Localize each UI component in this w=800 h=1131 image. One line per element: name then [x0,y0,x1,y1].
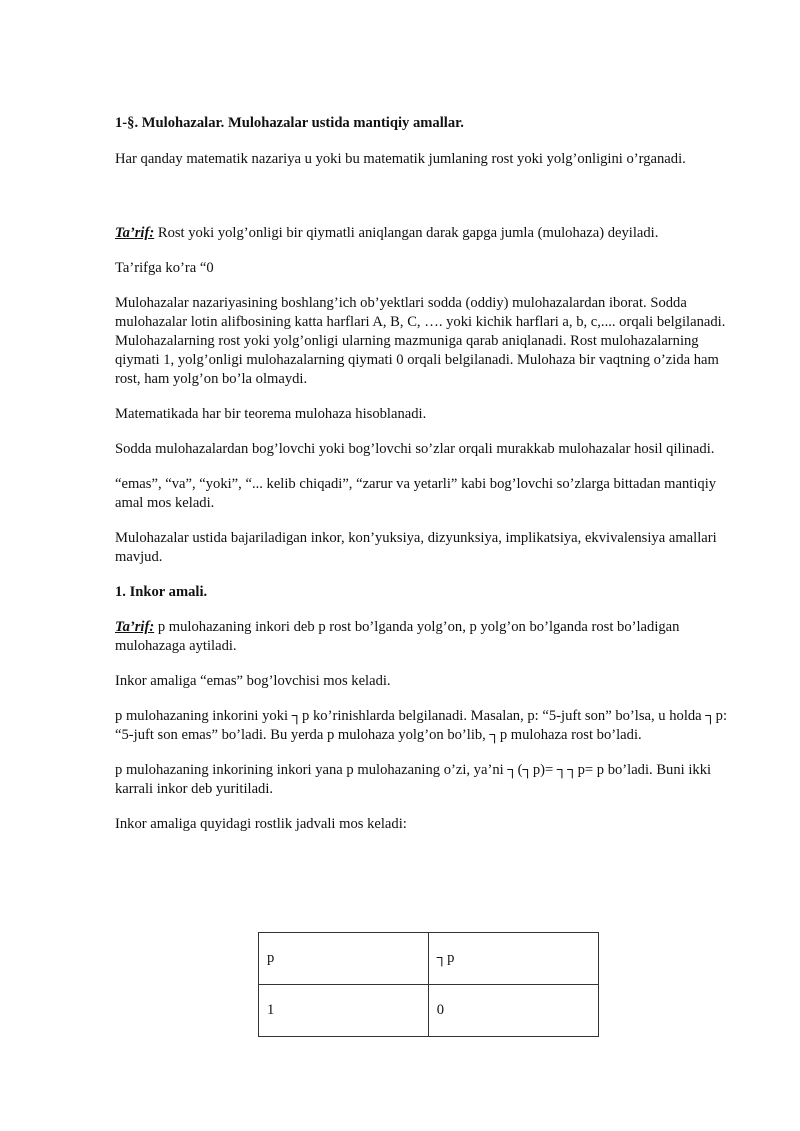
table-cell: p [259,933,429,985]
murakkab-paragraph: Sodda mulohazalardan bog’lovchi yoki bog’lovchi so’zlar orqali murakkab mulohazalar hosil qilinadi. [115,441,715,457]
table-cell: ┐p [428,933,598,985]
definition-term: Ta’rif: [115,619,155,635]
table-header-row [259,933,599,985]
amallar-paragraph: Mulohazalar ustida bajariladigan inkor, kon’yuksiya, dizyunksiya, implikatsiya, ekvivalensiya amallari mavjud. [115,530,717,565]
document-page [115,114,745,834]
definition-paragraph-1 [115,224,745,243]
definition-text: p mulohazaning inkori deb p rost bo’lganda yolg’on, p yolg’on bo’lganda rost bo’ladigan mulohazaga aytiladi. [115,619,680,654]
definition-text: Rost yoki yolg’onligi bir qiymatli aniqlangan darak gapga jumla (mulohaza) deyiladi. [154,225,659,241]
ikki-karrali-paragraph: p mulohazaning inkorining inkori yana p mulohazaning o’zi, ya’ni ┐(┐p)= ┐┐p= p bo’ladi. Buni ikki karrali inkor deb yuritiladi. [115,762,712,797]
emas-paragraph: Inkor amaliga “emas” bog’lovchisi mos keladi. [115,673,391,689]
intro-paragraph: Har qanday matematik nazariya u yoki bu matematik jumlaning rost yoki yolg’onligini o’rganadi. [115,151,686,167]
definition-paragraph-2 [115,618,745,656]
truth-table [258,932,599,1037]
teorema-paragraph: Matematikada har bir teorema mulohaza hisoblanadi. [115,406,427,422]
definition-term: Ta’rif: [115,225,155,241]
belgi-paragraph: p mulohazaning inkorini yoki ┐p ko’rinishlarda belgilanadi. Masalan, p: “5-juft son” bo’lsa, u holda ┐p: “5-juft son emas” bo’ladi. Bu yerda p mulohaza yolg’on bo’lib, ┐p mulohaza rost bo’ladi. [115,708,728,743]
boglovchi-paragraph: “emas”, “va”, “yoki”, “... kelib chiqadi”, “zarur va yetarli” kabi bog’lovchi so’zlarga bittadan mantiqiy amal mos keladi. [115,476,717,511]
table-row [259,985,599,1037]
section-title: 1-§. Mulohazalar. Mulohazalar ustida mantiqiy amallar. [115,115,464,131]
jadval-paragraph: Inkor amaliga quyidagi rostlik jadvali mos keladi: [115,816,407,832]
tarifga-paragraph: Ta’rifga ko’ra “0 [115,260,214,276]
table-cell: 1 [259,985,429,1037]
inkor-section-title: 1. Inkor amali. [115,584,208,600]
table-cell: 0 [428,985,598,1037]
nazariya-paragraph: Mulohazalar nazariyasining boshlang’ich ob’yektlari sodda (oddiy) mulohazalardan iborat. Sodda mulohazalar lotin alifbosining katta harflari A, B, C, …. yoki kichik harflari a, b, c,.... orqali belgilanadi. Mulohazalarning rost yoki yolg’onligi ularning mazmuniga qarab aniqlanadi. Rost mulohazalarning qiymati 1, yolg’onligi mulohazalarning qiymati 0 orqali belgilanadi. Mulohaza bir vaqtning o’zida ham rost, ham yolg’on bo’la olmaydi. [115,295,726,387]
